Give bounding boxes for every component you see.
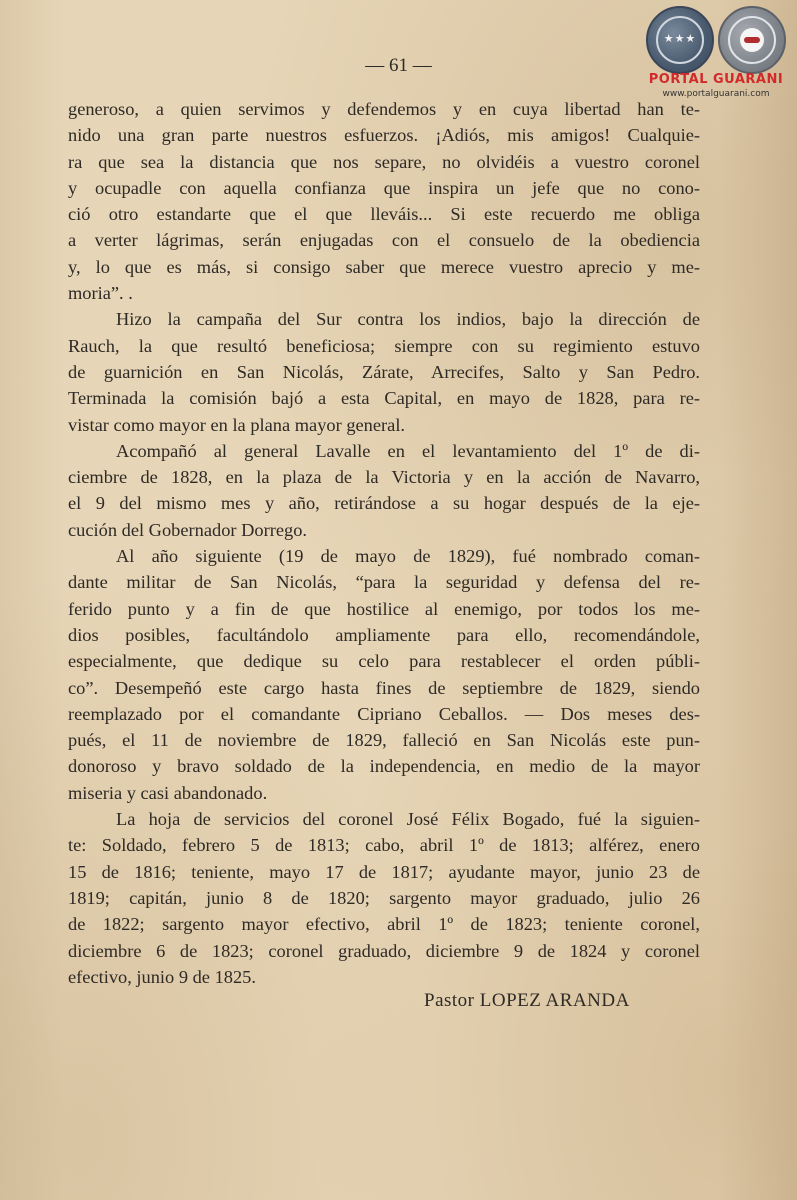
text-line: diciembre 6 de 1823; coronel graduado, diciembre 9 de 1824 y coronel [68,940,700,961]
text-line: generoso, a quien servimos y defendemos y en cuya libertad han te- [68,99,700,119]
text-line: co”. Desempeñó este cargo hasta fines de septiembre de 1829, siendo [68,677,700,698]
national-seal-icon: ★★★ [646,6,714,74]
paragraph-start-line: Hizo la campaña del Sur contra los indios, bajo la dirección de [116,309,700,330]
text-line: te: Soldado, febrero 5 de 1813; cabo, abril 1º de 1813; alférez, enero [68,835,700,856]
text-line: ferido punto y a fin de que hostilice al enemigo, por todos los me- [68,598,700,619]
text-line: ció otro estandarte que el que lleváis... Si este recuerdo me obliga [68,204,700,225]
text-line: miseria y casi abandonado. [68,782,268,803]
text-line: efectivo, junio 9 de 1825. [68,966,256,987]
text-line: a verter lágrimas, serán enjugadas con el consuelo de la obediencia [68,230,700,251]
text-line: Terminada la comisión bajó a esta Capital, en mayo de 1828, para re- [68,388,700,409]
text-line: vistar como mayor en la plana mayor general. [68,414,406,435]
text-line: 1819; capitán, junio 8 de 1820; sargento mayor graduado, julio 26 [68,887,700,908]
text-line: y ocupadle con aquella confianza que inspira un jefe que no cono- [68,177,700,198]
text-line: reemplazado por el comandante Cipriano Ceballos. — Dos meses des- [68,703,700,724]
text-line: dante militar de San Nicolás, “para la seguridad y defensa del re- [68,572,700,593]
author-signature: Pastor LOPEZ ARANDA [424,990,630,1011]
text-line: ra que sea la distancia que nos separe, no olvidéis a vuestro coronel [68,151,700,172]
paragraph-start-line: La hoja de servicios del coronel José Félix Bogado, fué la siguien- [116,809,700,830]
text-line: 15 de 1816; teniente, mayo 17 de 1817; ayudante mayor, junio 23 de [68,861,700,882]
text-line: nido una gran parte nuestros esfuerzos. ¡Adiós, mis amigos! Cualquie- [68,125,700,146]
watermark-url: www.portalguarani.com [662,89,770,99]
text-line: especialmente, que dedique su celo para restablecer el orden públi- [68,651,700,672]
paragraph-start-line: Acompañó al general Lavalle en el levantamiento del 1º de di- [116,440,700,461]
text-line: el 9 del mismo mes y año, retirándose a su hogar después de la eje- [68,493,700,514]
text-line: moria”. . [68,283,133,304]
paragraph-start-line: Al año siguiente (19 de mayo de 1829), fué nombrado coman- [116,546,700,567]
text-line: y, lo que es más, si consigo saber que merece vuestro aprecio y me- [68,256,700,277]
text-line: Rauch, la que resultó beneficiosa; siempre con su regimiento estuvo [68,335,700,356]
text-line: ciembre de 1828, en la plaza de la Victoria y en la acción de Navarro, [68,467,700,488]
text-line: donoroso y bravo soldado de la independencia, en medio de la mayor [68,756,700,777]
text-line: de guarnición en San Nicolás, Zárate, Arrecifes, Salto y San Pedro. [68,361,700,382]
page-number: — 61 — [365,55,432,76]
text-line: cución del Gobernador Dorrego. [68,519,307,540]
text-line: de 1822; sargento mayor efectivo, abril 1º de 1823; teniente coronel, [68,914,700,935]
body-text [68,96,700,990]
text-line: pués, el 11 de noviembre de 1829, falleció en San Nicolás este pun- [68,730,700,751]
watermark-title: PORTAL GUARANI [648,72,784,87]
text-line: dios posibles, facultándolo ampliamente para ello, recomendándole, [68,624,700,645]
